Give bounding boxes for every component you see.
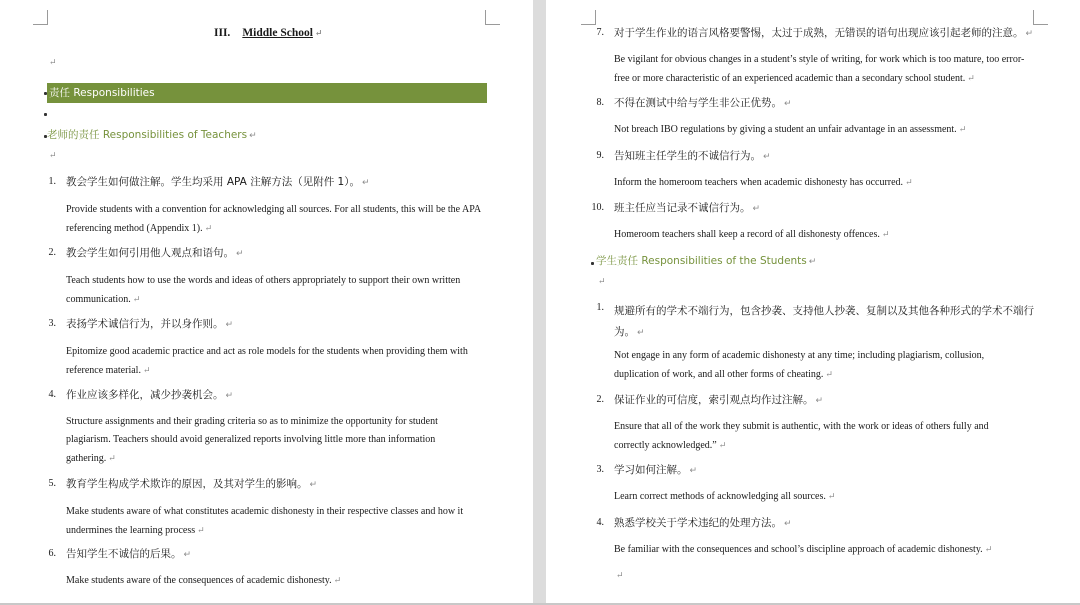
margin-corner-mark bbox=[33, 10, 48, 25]
list-number: 9. bbox=[596, 150, 604, 161]
list-item-cn[interactable]: 不得在测试中给与学生非公正优势。 ↵ bbox=[614, 97, 792, 109]
section-heading[interactable]: III. Middle School ↵ bbox=[214, 27, 323, 39]
responsibilities-heading-bar[interactable] bbox=[47, 83, 487, 103]
list-item-en[interactable]: Be familiar with the consequences and school’s discipline approach of academic dishonesty. ↵ bbox=[614, 544, 993, 555]
list-item-en[interactable]: Inform the homeroom teachers when academic dishonesty has occurred. ↵ bbox=[614, 177, 913, 188]
list-item-en[interactable]: Epitomize good academic practice and act as role models for the students when providing them with reference material. ↵ bbox=[66, 346, 468, 376]
document-page-left[interactable] bbox=[0, 0, 533, 605]
list-item-cn[interactable]: 教会学生如何引用他人观点和语句。 ↵ bbox=[66, 247, 244, 259]
list-item-en[interactable]: Provide students with a convention for acknowledging all sources. For all students, this will be the APA referencing method (Appendix 1). ↵ bbox=[66, 204, 481, 234]
margin-corner-mark bbox=[485, 10, 500, 25]
list-item-en[interactable]: Teach students how to use the words and ideas of others appropriately to support their own written communication. ↵ bbox=[66, 275, 461, 305]
list-number: 3. bbox=[48, 318, 56, 329]
list-item-en[interactable]: Make students aware of what constitutes academic dishonesty in their respective classes and how it undermines the learning process ↵ bbox=[66, 506, 464, 536]
paragraph-bullet bbox=[591, 262, 594, 265]
list-number: 2. bbox=[596, 394, 604, 405]
list-item-en[interactable]: Homeroom teachers shall keep a record of all dishonesty offences. ↵ bbox=[614, 229, 890, 240]
list-number: 2. bbox=[48, 247, 56, 258]
students-heading[interactable]: 学生责任 Responsibilities of the Students ↵ bbox=[596, 255, 817, 267]
list-number: 3. bbox=[596, 464, 604, 475]
list-item-en[interactable]: Learn correct methods of acknowledging all sources. ↵ bbox=[614, 491, 836, 502]
list-item-en[interactable]: Not engage in any form of academic dishonesty at any time; including plagiarism, collusion, duplication of work, and all other forms of cheating. ↵ bbox=[614, 350, 985, 380]
list-item-en[interactable]: Ensure that all of the work they submit is authentic, with the work or ideas of others fully and correctly acknowledged.” ↵ bbox=[614, 421, 989, 451]
list-item-cn[interactable]: 教育学生构成学术欺诈的原因，及其对学生的影响。 ↵ bbox=[66, 478, 318, 490]
paragraph-bullet bbox=[44, 113, 47, 116]
empty-paragraph[interactable]: ↵ bbox=[616, 570, 624, 580]
list-item-cn[interactable]: 表扬学术诚信行为，并以身作则。 ↵ bbox=[66, 318, 234, 330]
list-item-cn[interactable]: 作业应该多样化，减少抄袭机会。 ↵ bbox=[66, 389, 234, 401]
empty-paragraph[interactable]: ↵ bbox=[49, 150, 57, 160]
teachers-heading[interactable]: 老师的责任 Responsibilities of Teachers ↵ bbox=[47, 129, 257, 141]
list-number: 10. bbox=[591, 202, 604, 213]
list-item-cn[interactable]: 班主任应当记录不诚信行为。 ↵ bbox=[614, 202, 761, 214]
list-item-cn[interactable]: 告知学生不诚信的后果。 ↵ bbox=[66, 548, 192, 560]
list-item-cn[interactable]: 学习如何注解。 ↵ bbox=[614, 464, 698, 476]
list-number: 5. bbox=[48, 478, 56, 489]
list-item-cn[interactable]: 保证作业的可信度，索引观点均作过注解。 ↵ bbox=[614, 394, 824, 406]
list-number: 8. bbox=[596, 97, 604, 108]
list-item-cn[interactable]: 熟悉学校关于学术违纪的处理方法。 ↵ bbox=[614, 517, 792, 529]
margin-corner-mark bbox=[1033, 10, 1048, 25]
list-number: 1. bbox=[596, 302, 604, 313]
list-item-cn[interactable]: 对于学生作业的语言风格要警惕，太过于成熟，无错误的语句出现应该引起老师的注意。 ↵ bbox=[614, 27, 1034, 39]
list-number: 1. bbox=[48, 176, 56, 187]
page-gap bbox=[533, 0, 546, 605]
empty-paragraph[interactable]: ↵ bbox=[598, 276, 606, 286]
list-number: 7. bbox=[596, 27, 604, 38]
list-number: 6. bbox=[48, 548, 56, 559]
list-number: 4. bbox=[48, 389, 56, 400]
list-item-en[interactable]: Be vigilant for obvious changes in a student’s style of writing, for work which is too mature, too error-free or more characteristic of an experienced academic than a secondary school student. ↵ bbox=[614, 54, 1025, 84]
list-item-en[interactable]: Not breach IBO regulations by giving a student an unfair advantage in an assessment. ↵ bbox=[614, 124, 967, 135]
section-number: III. bbox=[214, 27, 231, 39]
section-title: Middle School bbox=[242, 27, 313, 39]
document-page-right[interactable] bbox=[546, 0, 1080, 605]
list-item-cn[interactable]: 教会学生如何做注解。学生均采用 APA 注解方法（见附件 1）。 ↵ bbox=[66, 176, 370, 188]
list-item-cn[interactable]: 告知班主任学生的不诚信行为。 ↵ bbox=[614, 150, 771, 162]
list-item-en[interactable]: Structure assignments and their grading criteria so as to minimize the opportunity for student plagiarism. Teachers should avoid generalized reports involving little more than information gathering. ↵ bbox=[66, 416, 438, 464]
list-item-en[interactable]: Make students aware of the consequences of academic dishonesty. ↵ bbox=[66, 575, 342, 586]
list-item-cn[interactable]: 规避所有的学术不端行为，包含抄袭、支持他人抄袭、复制以及其他各种形式的学术不端行为。 ↵ bbox=[614, 305, 1034, 338]
responsibilities-heading: 责任 Responsibilities bbox=[49, 87, 155, 99]
margin-corner-mark bbox=[581, 10, 596, 25]
list-number: 4. bbox=[596, 517, 604, 528]
empty-paragraph[interactable]: ↵ bbox=[49, 57, 57, 67]
